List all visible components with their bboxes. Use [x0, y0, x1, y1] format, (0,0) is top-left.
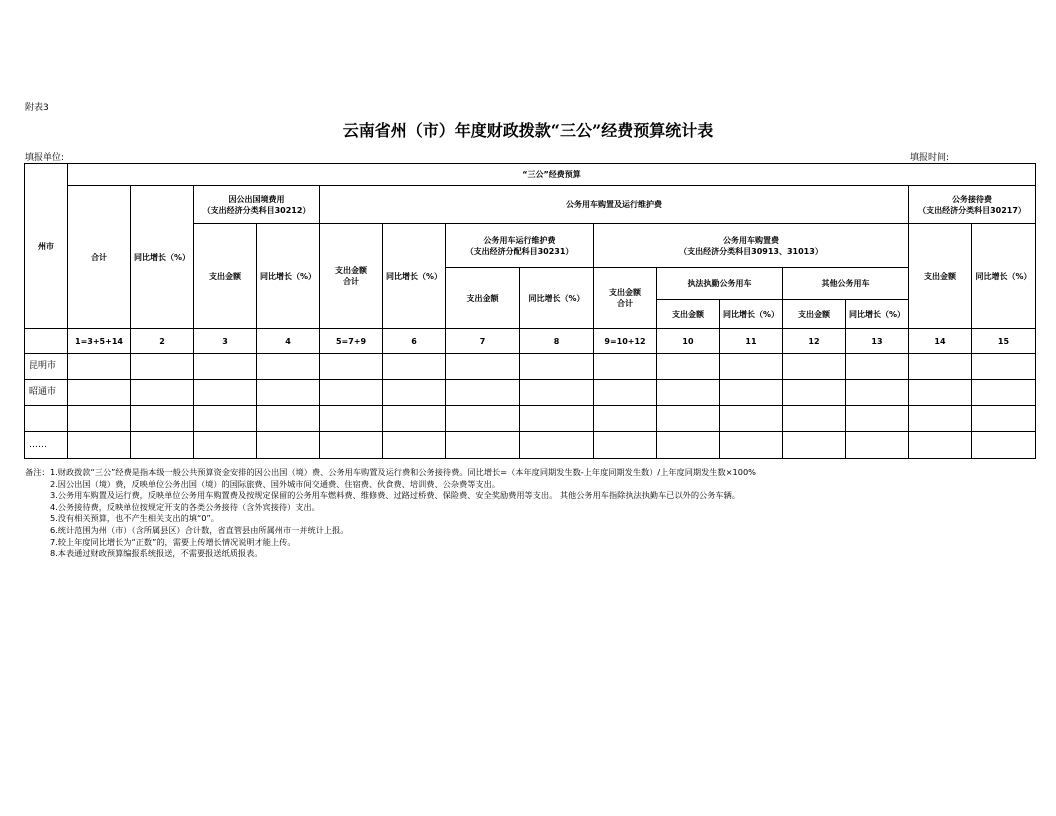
header-purchase-total-label: 合计: [617, 299, 633, 308]
note-line: 4.公务接待费，反映单位按规定开支的各类公务接待（含外宾接待）支出。: [50, 501, 320, 512]
header-vehicle-yoy: 同比增长（%）: [383, 224, 446, 329]
header-law-vehicle: 执法执勤公务用车: [657, 268, 783, 300]
row-city: [25, 406, 68, 432]
header-law-yoy: 同比增长（%）: [720, 300, 783, 329]
col-number: 8: [520, 329, 594, 354]
fill-time-label: 填报时间:: [910, 153, 950, 163]
header-reception-name: 公务接待费: [952, 194, 992, 204]
header-city: 州市: [25, 164, 68, 329]
note-line: 1.财政拨款“三公”经费是指本级一般公共预算资金安排的因公出国（境）费、公务用车购置及运行费和公务接待费。同比增长=（本年度同期发生数-上年度同期发生数）/上年度同期发生数×100%: [50, 467, 756, 477]
header-vehicle-total-label: 合计: [343, 277, 359, 286]
header-abroad: [194, 186, 320, 224]
header-abroad-amount: 支出金额: [194, 224, 257, 329]
header-abroad-code: （支出经济分类科目30212）: [202, 205, 311, 215]
header-reception: [909, 186, 1036, 224]
note-line: 7.较上年度同比增长为“正数”的，需要上传增长情况说明才能上传。: [50, 536, 296, 547]
header-law-amount: 支出金额: [657, 300, 720, 329]
header-purchase-code: （支出经济分类科目30913、31013）: [679, 246, 823, 256]
header-reception-yoy: 同比增长（%）: [972, 224, 1036, 329]
page-title: 云南省州（市）年度财政拨款“三公”经费预算统计表: [342, 121, 714, 140]
header-operation: [446, 224, 594, 268]
notes-label: 备注：: [25, 467, 50, 477]
header-other-yoy: 同比增长（%）: [846, 300, 909, 329]
header-purchase-amount-total: [594, 268, 657, 329]
col-number-empty: [25, 329, 68, 354]
budget-table: [24, 163, 1036, 459]
row-city: ……: [25, 432, 68, 459]
note-line: 3.公务用车购置及运行费，反映单位公务用车购置费及按规定保留的公务用车燃料费、维修费、过路过桥费、保险费、安全奖励费用等支出。 其他公务用车指除执法执勤车已以外的公务车辆。: [50, 490, 740, 501]
header-total: 合计: [68, 186, 131, 329]
header-other-amount: 支出金额: [783, 300, 846, 329]
header-vehicle-amount-label: 支出金额: [335, 266, 367, 275]
table-row: [25, 380, 1036, 406]
header-operation-name: 公务用车运行维护费: [483, 235, 556, 245]
col-number: 3: [194, 329, 257, 354]
notes: [25, 467, 756, 560]
col-number: 15: [972, 329, 1036, 354]
col-number: 10: [657, 329, 720, 354]
header-vehicle-amount-total: [320, 224, 383, 329]
fill-unit-label: 填报单位:: [25, 153, 65, 163]
header-other-vehicle: 其他公务用车: [783, 268, 909, 300]
col-number: 4: [257, 329, 320, 354]
header-purchase-name: 公务用车购置费: [723, 235, 779, 245]
header-purchase: [594, 224, 909, 268]
note-line: 5.没有相关预算，也不产生相关支出的填“0”。: [50, 513, 219, 524]
header-reception-amount: 支出金额: [909, 224, 972, 329]
col-number: 13: [846, 329, 909, 354]
note-line: 6.统计范围为州（市）（含所属县区）合计数，省直管县由所属州市一并统计上报。: [50, 524, 349, 535]
header-yoy: 同比增长（%）: [131, 186, 194, 329]
header-operation-yoy: 同比增长（%）: [520, 268, 594, 329]
col-number: 9=10+12: [594, 329, 657, 354]
header-purchase-amount-label: 支出金额: [609, 288, 641, 297]
col-number: 12: [783, 329, 846, 354]
note-line: 2.因公出国（境）费，反映单位公务出国（境）的国际旅费、国外城市间交通费、住宿费、伙食费、培训费、公杂费等支出。: [50, 478, 500, 489]
col-number: 5=7+9: [320, 329, 383, 354]
header-operation-code: （支出经济分配科目30231）: [465, 246, 574, 256]
table-row: [25, 406, 1036, 432]
header-reception-code: （支出经济分类科目30217）: [918, 205, 1026, 215]
header-vehicle: 公务用车购置及运行维护费: [320, 186, 909, 224]
header-abroad-name: 因公出国境费用: [228, 194, 285, 204]
col-number: 1=3+5+14: [68, 329, 131, 354]
col-number: 6: [383, 329, 446, 354]
col-number: 14: [909, 329, 972, 354]
table-row: [25, 432, 1036, 459]
attachment-label: 附表3: [25, 103, 49, 113]
col-number: 2: [131, 329, 194, 354]
header-operation-amount: 支出金额: [446, 268, 520, 329]
header-abroad-yoy: 同比增长（%）: [257, 224, 320, 329]
col-number: 7: [446, 329, 520, 354]
row-city: 昭通市: [25, 380, 68, 406]
note-line: 8.本表通过财政预算编报系统报送，不需要报送纸质报表。: [50, 548, 263, 559]
col-number: 11: [720, 329, 783, 354]
table-row: [25, 354, 1036, 380]
row-city: 昆明市: [25, 354, 68, 380]
header-sangong: “三公”经费预算: [68, 164, 1036, 186]
